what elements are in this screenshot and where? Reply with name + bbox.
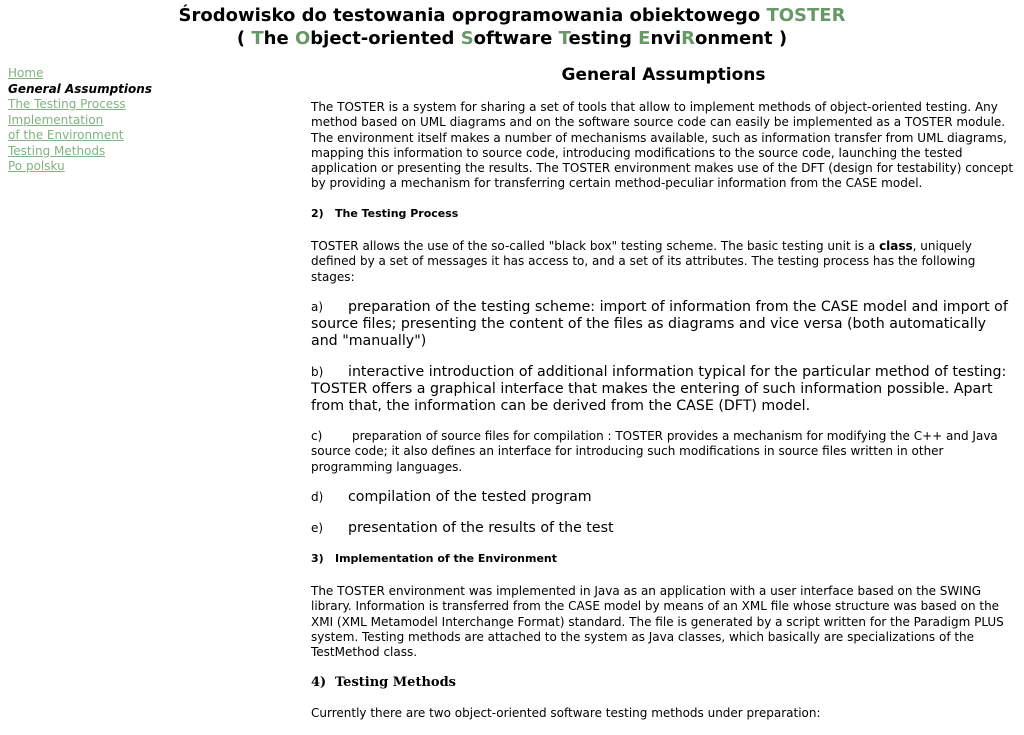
title-acronym-letter: T	[251, 28, 264, 49]
section-title: General Assumptions	[561, 65, 766, 85]
title-acronym-letter: O	[294, 28, 311, 49]
section-4-heading: 4) Testing Methods	[311, 674, 456, 690]
intro-paragraph: The TOSTER is a system for sharing a set of tools that allow to implement methods of object-oriented testing. Any method based on UML diagrams and on the software source code can easily be implemented as a TOSTER module. The environment itself makes a number of mechanisms available, such as information transfer from UML diagrams, mapping this information to source code, introducing modifications to the source code, launching the tested application or presenting the results. The TOSTER environment makes use of the DFT (design for testability) concept by providing a mechanism for transferring certain method-peculiar information from the CASE model.	[311, 100, 1014, 191]
nav-current-general-assumptions: General Assumptions	[8, 81, 152, 96]
toster-highlight: TOSTER	[766, 5, 846, 26]
title-text-segment: (	[236, 28, 252, 49]
section-3-paragraph: The TOSTER environment was implemented in Java as an application with a user interface based on the SWING library. Information is transferred from the CASE model by means of an XML file whose structure was based on the XMI (XML Metamodel Interchange Format) standard. The file is generated by a script written for the Paradigm PLUS system. Testing methods are attached to the system as Java classes, which basically are specializations of the TestMethod class.	[311, 584, 1004, 660]
nav-testing-process-link[interactable]: The Testing Process	[8, 97, 126, 111]
stage-e: e) presentation of the results of the test	[311, 519, 614, 536]
nav-home-link[interactable]: Home	[8, 66, 44, 80]
section-2-heading: 2) The Testing Process	[311, 206, 459, 220]
title-acronym-letter: E	[638, 28, 651, 49]
section-3-heading: 3) Implementation of the Environment	[311, 551, 558, 565]
nav-implementation-link[interactable]: Implementation of the Environment	[8, 112, 124, 142]
title-acronym-letter: R	[681, 28, 696, 49]
page-title-english	[0, 27, 1024, 50]
title-text-segment: esting	[568, 28, 639, 49]
main-content	[311, 62, 1016, 735]
title-text-segment: he	[263, 28, 295, 49]
nav-po-polsku-link[interactable]: Po polsku	[8, 159, 65, 173]
sidebar-nav	[8, 66, 268, 175]
title-text-segment: onment )	[695, 28, 788, 49]
title-text-segment: nvi	[650, 28, 682, 49]
title-acronym-letter: T	[558, 28, 569, 49]
stage-a: a) preparation of the testing scheme: import of information from the CASE model and import of source files; presenting the content of the files as diagrams and vice versa (both automatically and "manually")	[311, 298, 1008, 349]
page-header	[0, 4, 1024, 50]
section-4-paragraph: Currently there are two object-oriented software testing methods under preparation:	[311, 705, 821, 720]
stage-b: b) interactive introduction of additional information typical for the particular method of testing: TOSTER offers a graphical interface that makes the entering of such information possible. Apart from that, the information can be derived from the CASE (DFT) model.	[311, 363, 1007, 414]
title-text-segment: oftware	[473, 28, 559, 49]
title-text-segment: bject-oriented	[310, 28, 461, 49]
stage-d: d) compilation of the tested program	[311, 488, 592, 505]
stage-c: c) preparation of source files for compilation : TOSTER provides a mechanism for modifying the C++ and Java source code; it also defines an interface for introducing such modifications in source files written in other programming languages.	[311, 428, 998, 474]
section-2-paragraph: TOSTER allows the use of the so-called "black box" testing scheme. The basic testing unit is a class, uniquely defined by a set of messages it has access to, and a set of its attributes. The testing process has the following stages:	[311, 239, 976, 284]
nav-testing-methods-link[interactable]: Testing Methods	[8, 143, 106, 158]
page-title-polish: Środowisko do testowania oprogramowania obiektowego TOSTER	[178, 5, 846, 26]
title-acronym-letter: S	[460, 28, 474, 49]
